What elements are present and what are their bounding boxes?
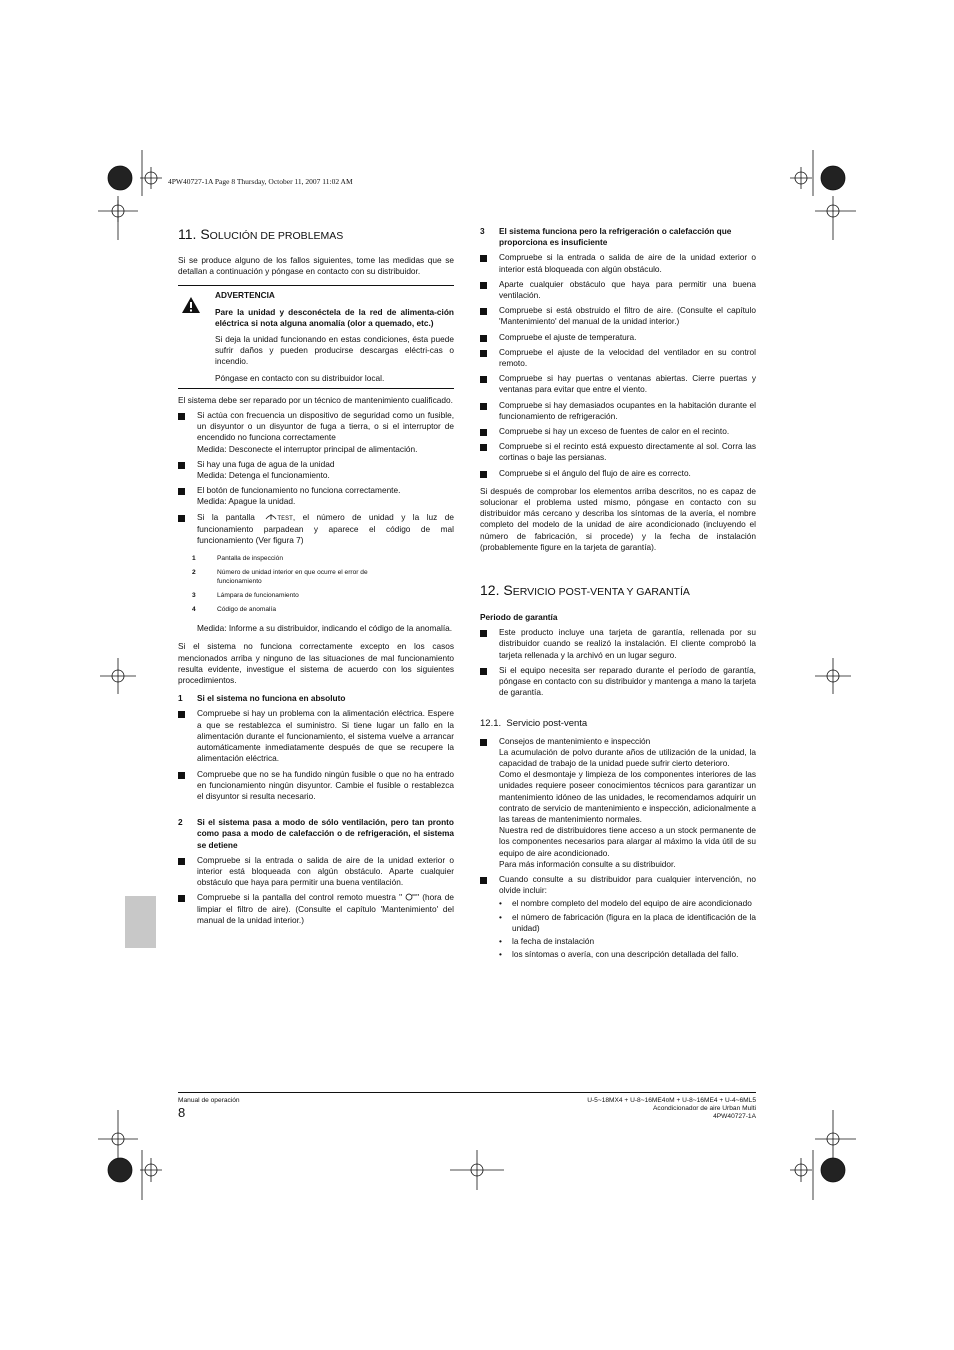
list-item: Si la pantalla TEST, el número de unidad y la luz de funcionamiento parpadean y aparece el código de mal funcionamiento (Ver figura 7) — [178, 512, 454, 547]
right-column — [480, 226, 756, 960]
service-sub-list — [480, 898, 756, 960]
bullet-square-icon — [480, 350, 487, 357]
bullet-square-icon — [178, 711, 185, 718]
list-item: Compruebe el ajuste de la velocidad del ventilador en su control remoto. — [480, 347, 756, 369]
warning-box — [178, 285, 454, 388]
bullet-dot-icon: • — [499, 949, 502, 960]
sub-list-item: • la fecha de instalación — [499, 935, 595, 946]
warning-bold-text: Pare la unidad y desconéctela de la red de alimenta-ción eléctrica si nota alguna anomalía (olor a quemado, etc.) — [215, 306, 454, 328]
subsection-heading: 12.1. Servicio post-venta — [480, 717, 588, 729]
bullet-square-icon — [178, 462, 185, 469]
legend-item: 1 Pantalla de inspección — [192, 555, 283, 563]
bullet-square-icon — [480, 630, 487, 637]
measure-text: Medida: Informe a su distribuidor, indicando el código de la anomalía. — [197, 623, 453, 634]
sub-list-item: • el número de fabricación (figura en la placa de identificación de la unidad) — [499, 911, 756, 933]
bullet-square-icon — [480, 444, 487, 451]
bullet-square-icon — [480, 877, 487, 884]
intro-text: Si se produce alguno de los fallos siguientes, tome las medidas que se detallan a continuación y póngase en contacto con su distribuidor. — [178, 255, 454, 277]
procedure-2-title: 2 Si el sistema pasa a modo de sólo ventilación, pero tan pronto como pasa a modo de calefacción o de refrigeración, el sistema se detiene — [178, 817, 454, 850]
test-icon-label: TEST — [277, 514, 293, 522]
section-11-heading: 11. SOLUCIÓN DE PROBLEMAS — [178, 226, 344, 242]
repair-note: El sistema debe ser reparado por un técnico de mantenimiento cualificado. — [178, 394, 453, 405]
bullet-square-icon — [178, 895, 185, 902]
list-item: Compruebe si hay un problema con la alimentación eléctrica. Espere a que se restablezca el suministro. Si tiene lugar un fallo en la alimentación durante el funcionamiento, el sistema vuelve a arrancar automáticamente inmediatamente después de que se recupere la alimentación eléctrica. — [178, 708, 454, 764]
footer-manual: Manual de operación — [178, 1097, 240, 1104]
bullet-square-icon — [480, 739, 487, 746]
page-number: 8 — [178, 1105, 186, 1120]
bullet-square-icon — [480, 471, 487, 478]
list-item: Si el equipo necesita ser reparado durante el período de garantía, póngase en contacto con su distribuidor y mantenga a mano la tarjeta de garantía. — [480, 665, 756, 699]
bullet-square-icon — [480, 668, 487, 675]
bullet-square-icon — [480, 335, 487, 342]
footer-code: 4PW40727-1A — [713, 1113, 756, 1121]
list-item: Compruebe si el ángulo del flujo de aire es correcto. — [480, 468, 756, 479]
bullet-square-icon — [480, 403, 487, 410]
bullet-square-icon — [480, 376, 487, 383]
list-item: Aparte cualquier obstáculo que haya para permitir una buena ventilación. — [480, 279, 756, 301]
filter-cleaning-icon — [402, 892, 416, 901]
warning-contact: Póngase en contacto con su distribuidor local. — [215, 372, 385, 383]
procedure-3-list — [480, 252, 756, 478]
figure-legend — [178, 554, 454, 614]
procedure-3-title: 3 El sistema funciona pero la refrigeración o calefacción que proporciona es insuficiente — [480, 226, 732, 248]
list-item: Compruebe si el recinto está expuesto directamente al sol. Corra las cortinas o baje las persianas. — [480, 441, 756, 463]
paragraph: Si después de comprobar los elementos arriba descritos, no es capaz de solucionar el problema usted mismo, póngase en contacto con su distribuidor más cercano y describa los síntomas de la avería, el nombre completo del modelo de la unidad de aire acondicionado (incluyendo el número de fabricación, si procede) y la fecha de instalación (probablemente figure en la tarjeta de garantía). — [480, 485, 756, 552]
legend-item: 2 Número de unidad interior en que ocurre el error de funcionamiento — [192, 569, 368, 586]
bullet-dot-icon: • — [499, 911, 502, 922]
list-item: Si hay una fuga de agua de la unidad Medida: Detenga el funcionamiento. — [178, 459, 454, 481]
sub-list-item: • el nombre completo del modelo del equipo de aire acondicionado — [499, 898, 752, 909]
bullet-square-icon — [480, 429, 487, 436]
footer-right — [587, 1097, 756, 1122]
bullet-square-icon — [178, 772, 185, 779]
list-item: Este producto incluye una tarjeta de garantía, rellenada por su distribuidor cuando se realizó la instalación. El cliente comprobó la tarjeta rellenada y la archivó en un lugar seguro. — [480, 627, 756, 661]
section-12-heading: 12. SERVICIO POST-VENTA Y GARANTÍA — [480, 582, 690, 599]
legend-item: 4 Código de anomalía — [192, 606, 277, 614]
footer-rule — [178, 1092, 756, 1093]
procedure-1-title: 1 Si el sistema no funciona en absoluto — [178, 693, 346, 704]
bullet-square-icon — [178, 488, 185, 495]
list-item: Consejos de mantenimiento e inspección La acumulación de polvo durante años de utilización de la unidad, la capacidad de trabajo de la unidad puede sufrir cierto deterioro. Como el desmontaje y limpieza de los componentes interiores de las unidades requiere poseer conocimientos técnicos para garantizar un mantenimiento idóneo de las unidades, le recomendamos adquirir un contrato de servicio de mantenimiento e inspección, adicionalmente a las tareas de mantenimiento normales. Nuestra red de distribuidores tiene acceso a un stock permanente de los componentes necesarios para alargar al máximo la vida útil de su equipo de aire acondicionado. Para más información consulte a su distribuidor. — [480, 736, 756, 870]
footer-models: U-5~18MX4 + U-8~16ME4¤M + U-8~16ME4 + U-4~6ML5 — [587, 1097, 756, 1104]
warning-heading: ADVERTENCIA — [215, 290, 275, 301]
warning-triangle-icon — [181, 296, 201, 314]
bullet-square-icon — [480, 255, 487, 262]
list-item: Compruebe que no se ha fundido ningún fusible o que no ha entrado en funcionamiento ningún disyuntor. Cambie el fusible o restablezca el disyuntor si resulta necesario. — [178, 769, 454, 803]
list-item: Compruebe si la entrada o salida de aire de la unidad exterior o interior está bloqueada con algún obstáculo. — [480, 252, 756, 274]
list-item: Compruebe si la entrada o salida de aire de la unidad exterior o interior está bloqueada con algún obstáculo. Aparte cualquier obstáculo que haya para permitir una buena ventilación. — [178, 855, 454, 889]
bullet-square-icon — [178, 858, 185, 865]
sub-list-item: • los síntomas o avería, con una descripción detallada del fallo. — [499, 949, 739, 960]
warranty-heading: Periodo de garantía — [480, 612, 558, 623]
list-item: El botón de funcionamiento no funciona correctamente. Medida: Apague la unidad. — [178, 485, 454, 507]
print-header: 4PW40727-1A Page 8 Thursday, October 11, 2007 11:02 AM — [168, 177, 353, 186]
paragraph: Si el sistema no funciona correctamente excepto en los casos mencionados arriba y ninguno de las situaciones de mal funcionamiento resulta evidente, investigue el sistema de acuerdo con los siguientes procedimientos. — [178, 641, 454, 686]
bullet-square-icon — [480, 308, 487, 315]
footer-product: Acondicionador de aire Urban Multi — [653, 1105, 756, 1113]
bullet-square-icon — [178, 413, 185, 420]
list-item: Compruebe si la pantalla del control remoto muestra " " (hora de limpiar el filtro de aire). (Consulte el capítulo 'Mantenimiento' del manual de la unidad interior.) — [178, 892, 454, 926]
list-item: Cuando consulte a su distribuidor para cualquier intervención, no olvide incluir: — [480, 874, 756, 896]
bullet-square-icon — [480, 282, 487, 289]
legend-item: 3 Lámpara de funcionamiento — [192, 592, 299, 600]
list-item: Compruebe si hay demasiados ocupantes en la habitación durante el funcionamiento de refrigeración. — [480, 400, 756, 422]
list-item: Si actúa con frecuencia un dispositivo de seguridad como un fusible, un disyuntor o un disyuntor de fuga a tierra, o si el interruptor de encendido no funciona correctamente Medida: Desconecte el interruptor principal de alimentación. — [178, 410, 454, 455]
list-item: Compruebe si hay un exceso de fuentes de calor en el recinto. — [480, 426, 756, 437]
bullet-square-icon — [178, 515, 185, 522]
list-item: Compruebe el ajuste de temperatura. — [480, 332, 756, 343]
target-mark-icon — [108, 166, 132, 190]
bullet-dot-icon: • — [499, 935, 502, 946]
bullet-dot-icon: • — [499, 898, 502, 909]
inspection-display-icon — [265, 512, 277, 521]
list-item: Compruebe si hay puertas o ventanas abiertas. Cierre puertas y ventanas para evitar que entre el viento. — [480, 373, 756, 395]
left-column — [178, 226, 454, 926]
list-item: Compruebe si está obstruido el filtro de aire. (Consulte el capítulo 'Mantenimiento' del manual de la unidad interior.) — [480, 305, 756, 327]
warning-paragraph: Si deja la unidad funcionando en estas condiciones, ésta puede sufrir daños y pueden producirse descargas eléctri-cas o incendio. — [215, 334, 454, 367]
